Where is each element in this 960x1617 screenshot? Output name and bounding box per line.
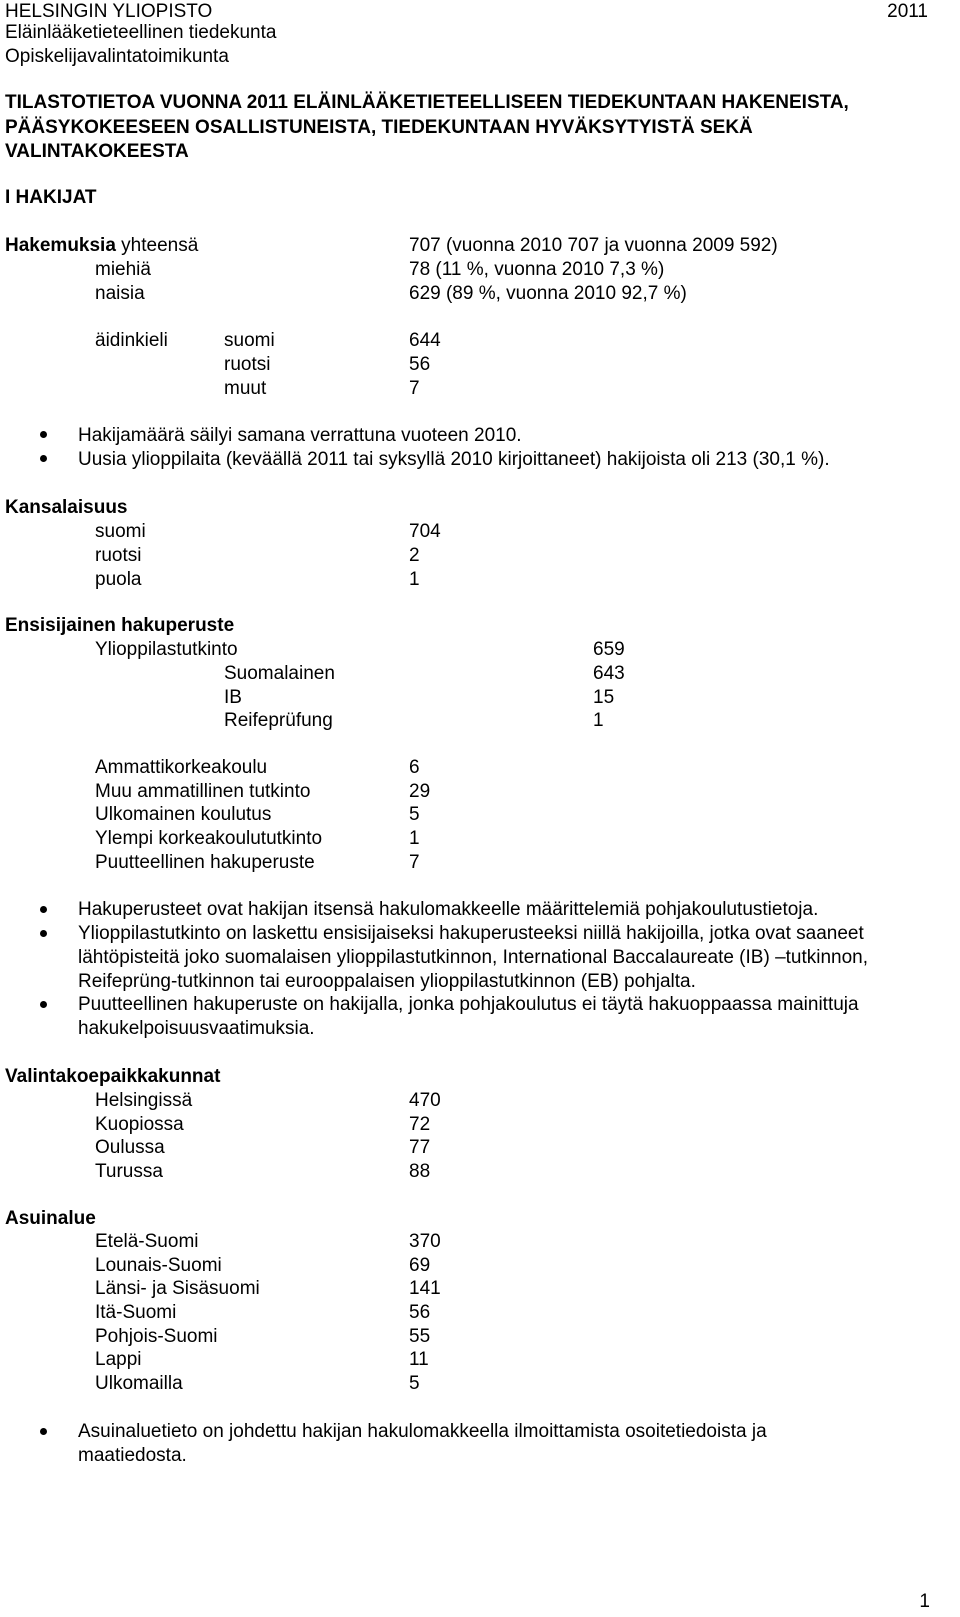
applications-label-bold: Hakemuksia: [5, 235, 116, 256]
residence-value: 69: [409, 1255, 431, 1276]
matric-value: 659: [593, 639, 625, 660]
note-applicant-count: Hakijamäärä säilyi samana verrattuna vuoteen 2010.: [78, 425, 522, 446]
citizenship-heading: Kansalaisuus: [5, 497, 128, 518]
bullet-icon: [40, 455, 47, 462]
residence-name: Ulkomailla: [95, 1373, 183, 1394]
basis-other-value: 5: [409, 804, 420, 825]
residence-value: 370: [409, 1231, 441, 1252]
basis-other-name: Muu ammatillinen tutkinto: [95, 781, 311, 802]
matric-sub-value: 1: [593, 710, 604, 731]
basis-other-name: Puutteellinen hakuperuste: [95, 852, 315, 873]
applications-label: [5, 234, 198, 258]
residence-name: Etelä-Suomi: [95, 1231, 199, 1252]
residence-name: Itä-Suomi: [95, 1302, 177, 1323]
residence-name: Länsi- ja Sisäsuomi: [95, 1278, 260, 1299]
mother-tongue-value: 56: [409, 354, 431, 375]
mother-tongue-value: 644: [409, 330, 441, 351]
matric-sub-value: 15: [593, 687, 615, 708]
residence-heading: Asuinalue: [5, 1208, 96, 1229]
section-heading: I HAKIJAT: [5, 187, 97, 208]
matric-sub-name: Suomalainen: [224, 663, 335, 684]
residence-value: 55: [409, 1326, 431, 1347]
basis-other-name: Ylempi korkeakoulututkinto: [95, 828, 323, 849]
note-new-graduates: Uusia ylioppilaita (keväällä 2011 tai syksyllä 2010 kirjoittaneet) hakijoista oli 213 (30,1 %).: [78, 449, 830, 470]
header-year: 2011: [887, 1, 928, 22]
exam-locations-heading: Valintakoepaikkakunnat: [5, 1066, 221, 1087]
matric-sub-name: IB: [224, 687, 242, 708]
applications-total: 707 (vuonna 2010 707 ja vuonna 2009 592): [409, 235, 778, 256]
bullet-icon: [40, 1428, 47, 1435]
note-incomplete-basis: Puutteellinen hakuperuste on hakijalla, jonka pohjakoulutus ei täytä hakuoppaassa mainittuja hakukelpoisuusvaatimuksia.: [78, 994, 859, 1039]
mother-tongue-name: ruotsi: [224, 354, 271, 375]
note-matriculation: Ylioppilastutkinto on laskettu ensisijaiseksi hakuperusteeksi niillä hakijoilla, jotka ovat saaneet lähtöpisteitä joko suomalaisen ylioppilastutkinnon, International Baccalaureate (IB) –tutkinnon, Reifeprüng-tutkinnon tai eurooppalaisen ylioppilastutkinnon (EB) pohjalta.: [78, 923, 869, 992]
title-line-1: TILASTOTIETOA VUONNA 2011 ELÄINLÄÄKETIETEELLISEEN TIEDEKUNTAAN HAKENEISTA,: [5, 92, 849, 113]
basis-other-value: 7: [409, 852, 420, 873]
exam-location-name: Oulussa: [95, 1137, 165, 1158]
citizenship-value: 2: [409, 545, 420, 566]
basis-heading: Ensisijainen hakuperuste: [5, 615, 235, 636]
note-basis-definition: Hakuperusteet ovat hakijan itsensä hakulomakkeelle määrittelemiä pohjakoulutustietoja.: [78, 899, 819, 920]
bullet-icon: [40, 1001, 47, 1008]
title-line-2: PÄÄSYKOKEESEEN OSALLISTUNEISTA, TIEDEKUNTAAN HYVÄKSYTYISTÄ SEKÄ: [5, 117, 753, 138]
mother-tongue-name: suomi: [224, 330, 275, 351]
matric-sub-name: Reifeprüfung: [224, 710, 333, 731]
mother-tongue-label: äidinkieli: [95, 330, 168, 351]
university-name: HELSINGIN YLIOPISTO: [5, 1, 213, 22]
men-value: 78 (11 %, vuonna 2010 7,3 %): [409, 259, 665, 280]
exam-location-value: 77: [409, 1137, 431, 1158]
bullet-icon: [40, 930, 47, 937]
board-name: Opiskelijavalintatoimikunta: [5, 46, 229, 67]
citizenship-value: 1: [409, 569, 420, 590]
exam-location-name: Kuopiossa: [95, 1114, 184, 1135]
citizenship-name: ruotsi: [95, 545, 142, 566]
matric-label: Ylioppilastutkinto: [95, 639, 238, 660]
basis-other-name: Ulkomainen koulutus: [95, 804, 272, 825]
title-line-3: VALINTAKOKEESTA: [5, 141, 189, 162]
citizenship-value: 704: [409, 521, 441, 542]
residence-value: 141: [409, 1278, 441, 1299]
matric-sub-value: 643: [593, 663, 625, 684]
citizenship-name: puola: [95, 569, 142, 590]
residence-name: Lappi: [95, 1349, 142, 1370]
basis-other-value: 1: [409, 828, 420, 849]
women-value: 629 (89 %, vuonna 2010 92,7 %): [409, 283, 687, 304]
bullet-icon: [40, 431, 47, 438]
residence-name: Pohjois-Suomi: [95, 1326, 218, 1347]
exam-location-value: 72: [409, 1114, 431, 1135]
exam-location-name: Turussa: [95, 1161, 163, 1182]
exam-location-name: Helsingissä: [95, 1090, 193, 1111]
basis-other-value: 29: [409, 781, 431, 802]
exam-location-value: 470: [409, 1090, 441, 1111]
mother-tongue-name: muut: [224, 378, 267, 399]
basis-other-name: Ammattikorkeakoulu: [95, 757, 268, 778]
note-residence: Asuinaluetieto on johdettu hakijan hakulomakkeella ilmoittamista osoitetiedoista ja maatiedosta.: [78, 1421, 767, 1466]
basis-other-value: 6: [409, 757, 420, 778]
bullet-icon: [40, 906, 47, 913]
exam-location-value: 88: [409, 1161, 431, 1182]
page-number: 1: [919, 1591, 930, 1612]
residence-value: 56: [409, 1302, 431, 1323]
mother-tongue-value: 7: [409, 378, 420, 399]
residence-value: 5: [409, 1373, 420, 1394]
citizenship-name: suomi: [95, 521, 146, 542]
men-label: miehiä: [95, 259, 151, 280]
faculty-name: Eläinlääketieteellinen tiedekunta: [5, 22, 277, 43]
residence-value: 11: [409, 1349, 429, 1370]
residence-name: Lounais-Suomi: [95, 1255, 222, 1276]
applications-label-rest: yhteensä: [115, 235, 199, 256]
women-label: naisia: [95, 283, 145, 304]
